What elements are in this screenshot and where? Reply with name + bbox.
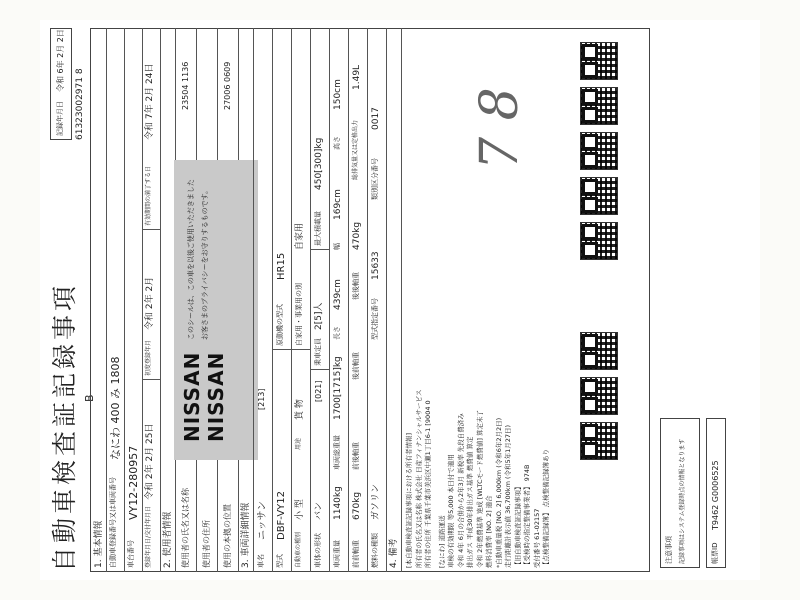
class-number-label: 類別区分番号 xyxy=(371,158,379,200)
model-value: DBF-VY12 xyxy=(276,490,287,540)
first-year-value: 令和 2年 2月 xyxy=(145,276,155,330)
kind-label: 自動車の種別 xyxy=(295,531,302,568)
body-value: バン xyxy=(314,501,324,520)
remarks-block xyxy=(406,278,553,568)
section1-heading: 1. 基本情報 xyxy=(94,520,104,568)
remark-line: 令和 2年燃費基準 達成 [WLTCモード燃費値] 算定未了 xyxy=(475,410,484,568)
gross-label: 車両総重量 xyxy=(333,435,341,470)
handwritten-mark: 7 8 xyxy=(470,87,530,170)
use-value: 貨 物 xyxy=(295,399,305,420)
sticker-line-2: お客さまのプライバシーをお守りするものです。 xyxy=(201,186,209,340)
qr-code-icon xyxy=(580,377,618,415)
length-value: 439cm xyxy=(333,279,343,310)
remark-line: 【旧自動車検査証記録事項】 xyxy=(513,483,522,568)
qr-code-icon xyxy=(580,87,618,125)
displacement-label: 総排気量又は定格出力 xyxy=(352,119,359,180)
notice-text: 記録事項はシステム登録時点の情報となります xyxy=(679,438,686,564)
remark-line: 【点検整備記録簿】 点検整備記録簿あり xyxy=(542,448,550,568)
maker-code: [213] xyxy=(257,388,266,410)
engine-label: 原動機の型式 xyxy=(276,304,284,346)
engine-value: HR15 xyxy=(276,252,287,280)
remark-line: 【受検時の指定整備事業者】 974B xyxy=(523,464,531,568)
purpose-label: 自家用・事業用の別 xyxy=(295,283,303,346)
remark-line: [本自動車検査証記録事項における所有者情報] xyxy=(405,432,413,568)
sticker-line-1: このシールは、この車を以後ご使用いただきました xyxy=(187,179,195,340)
qr-code-icon xyxy=(580,177,618,215)
capacity-label: 乗車定員 xyxy=(314,338,322,366)
form-id-label: 帳票ID xyxy=(711,542,719,564)
remark-line: 排出ガス 平成30年排出ガス基準 燃費値 算定 xyxy=(466,436,474,568)
first-reg-label: 登録年月日/交付年月日 xyxy=(145,505,152,568)
body-label: 車体の形状 xyxy=(314,533,322,568)
base-location-label: 使用の本拠の位置 xyxy=(223,504,232,568)
notice-heading: 注意事項 xyxy=(665,536,673,564)
issue-date: 令和 6年 2月 2日 xyxy=(56,29,65,92)
qr-code-icon xyxy=(580,222,618,260)
first-year-label: 初度登録年月 xyxy=(145,339,152,376)
maker-value: ニッサン xyxy=(257,500,268,540)
rear-front-axle-label: 後前軸重 xyxy=(352,352,360,380)
front-axle-label: 前前軸重 xyxy=(352,540,360,568)
remark-line: 令和 4年 6月の合併から2年3月 新税率 先段自費済み xyxy=(456,413,465,568)
section3-heading: 3. 車両詳細情報 xyxy=(241,502,251,568)
qr-code-icon xyxy=(580,422,618,460)
width-value: 169cm xyxy=(333,189,343,220)
front-axle-value: 670kg xyxy=(352,491,362,520)
vehicle-weight-value: 1140kg xyxy=(333,486,343,520)
length-label: 長さ xyxy=(333,326,341,340)
rear-rear-axle-value: 470kg xyxy=(352,221,362,250)
type-number-label: 型式指定番号 xyxy=(371,298,379,340)
qr-code-icon xyxy=(580,132,618,170)
base-code: 27006 0609 xyxy=(223,61,232,110)
owner-address-label: 使用者の住所 xyxy=(202,520,211,568)
width-label: 幅 xyxy=(333,243,341,250)
owner-code: 23504 1136 xyxy=(181,61,190,110)
front-rear-axle-label: 前後軸重 xyxy=(352,442,360,470)
sticker-brand-logo-2: NISSAN xyxy=(204,351,228,442)
purpose-value: 自家用 xyxy=(295,222,305,250)
use-label: 用途 xyxy=(295,437,302,450)
sticker-brand-logo: NISSAN xyxy=(180,351,204,442)
type-number-value: 15633 xyxy=(371,251,381,280)
grade-mark: B xyxy=(83,394,96,402)
vehicle-weight-label: 車両重量 xyxy=(333,540,341,568)
remark-line: *自動車重量税 [NO. 2] 6,000km (令和6年2月2日) xyxy=(494,417,503,568)
gross-value: 1700[1715]kg xyxy=(333,356,343,420)
remark-line: 車検の有効期限 等5,000 本日付で適用 xyxy=(447,454,455,568)
qr-code-icon xyxy=(580,332,618,370)
max-load-value: 450[300]kg xyxy=(314,137,324,190)
chassis-label: 車台番号 xyxy=(127,540,135,568)
height-label: 高さ xyxy=(333,136,341,150)
remark-line: [なにわ] 道路運送 xyxy=(437,515,446,568)
reg-label: 自動車登録番号又は車両番号 xyxy=(109,477,117,568)
remark-line: 受付番号 61-02157 xyxy=(532,508,541,568)
remark-line: 所有者の氏名又は名称 株式会社 日産フィナンシャルサービス xyxy=(414,389,423,568)
qr-code-icon xyxy=(580,42,618,80)
reg-value: なにわ 400 み 1808 xyxy=(109,356,122,460)
height-value: 150cm xyxy=(333,79,343,110)
remark-line: 所有者の住所 千葉県千葉市美浜区中瀬1丁目6-1 [9004 0 xyxy=(424,400,432,568)
remark-line: 燃料消費率 [NO. 2] 適合 xyxy=(485,495,493,568)
section2-heading: 2. 使用者情報 xyxy=(163,511,173,568)
inspection-certificate xyxy=(40,20,760,580)
issue-date-label: 記録年月日 xyxy=(56,101,64,136)
rear-rear-axle-label: 後後軸重 xyxy=(352,272,360,300)
model-label: 型式 xyxy=(276,554,284,568)
first-reg-value: 令和 2年 2月 25日 xyxy=(145,423,155,500)
body-code: [021] xyxy=(314,380,323,402)
document-number: 61323002971 8 xyxy=(75,68,85,140)
expiry-label: 有効期間の満了する日 xyxy=(145,165,152,226)
kind-value: 小 型 xyxy=(295,499,305,520)
document-title: 自動車検査証記録事項 xyxy=(50,281,79,572)
section4-heading: 4. 備考 xyxy=(389,538,399,568)
privacy-sticker xyxy=(174,160,258,460)
fuel-value: ガソリン xyxy=(371,483,381,520)
fuel-label: 燃料の種類 xyxy=(371,533,379,568)
expiry-value: 令和 7年 2月 24日 xyxy=(145,63,155,140)
form-id-value: T9462 G0006525 xyxy=(711,460,720,530)
remark-line: 走行距離計表示値 36,700km (令和5年1月27日) xyxy=(504,424,512,568)
maker-label: 車名 xyxy=(257,554,265,568)
max-load-label: 最大積載量 xyxy=(314,211,322,246)
owner-label: 使用者の氏名又は名称 xyxy=(181,488,190,568)
chassis-value: VY12-280957 xyxy=(127,445,140,520)
capacity-value: 2[5]人 xyxy=(314,302,324,330)
class-number-value: 0017 xyxy=(371,107,381,130)
displacement-value: 1.49L xyxy=(352,64,362,90)
